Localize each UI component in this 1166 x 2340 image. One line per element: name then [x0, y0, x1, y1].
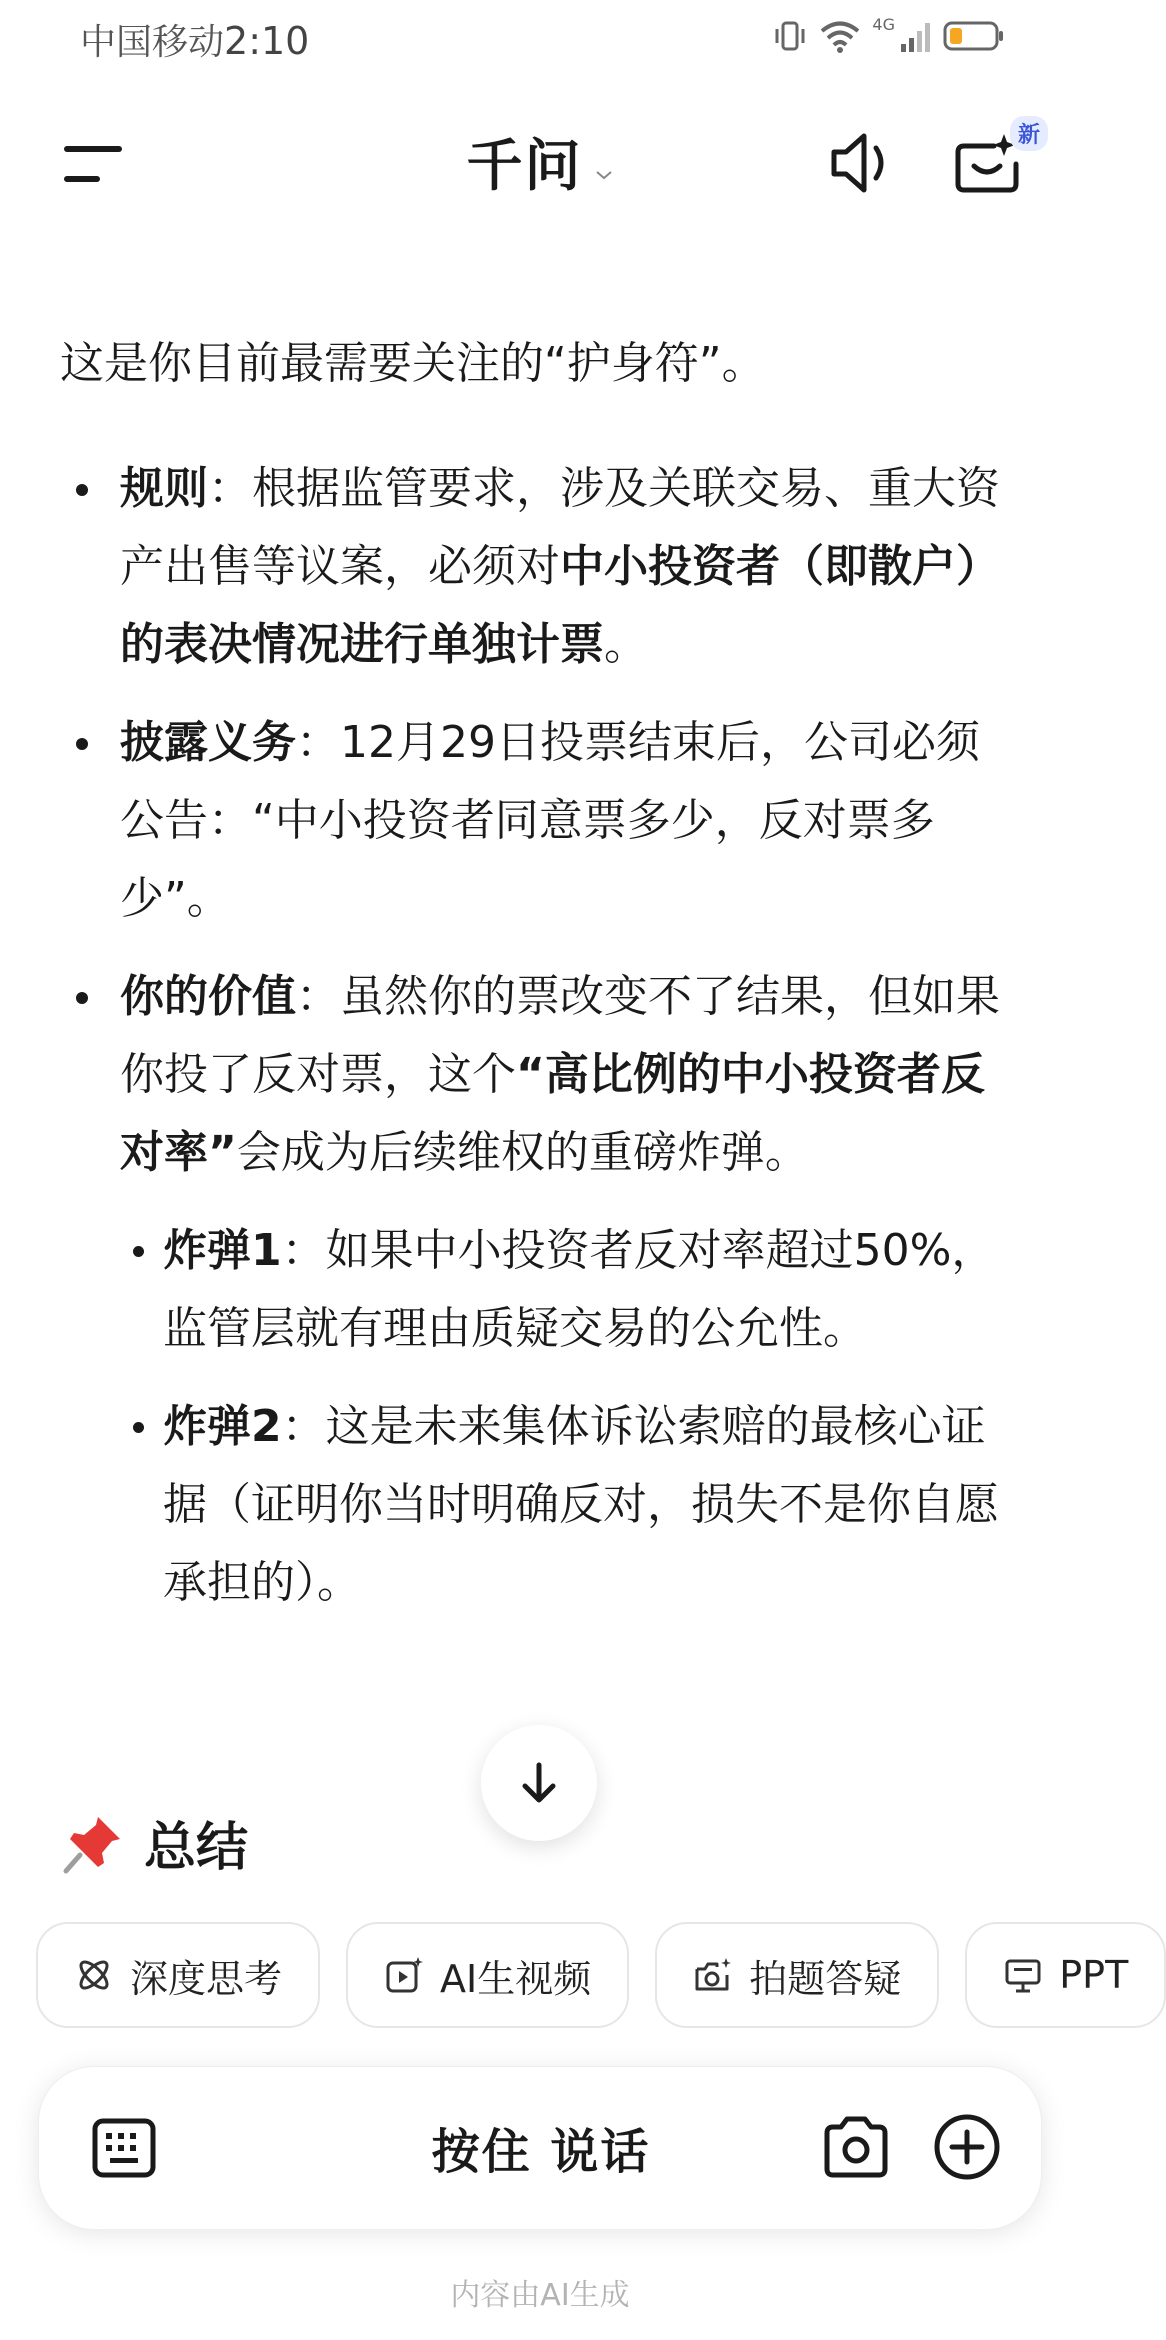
sub-bullet-text: ：这是未来集体诉讼索赔的最核心证据（证明你当时明确反对，损失不是你自愿承担的）。	[163, 1401, 999, 1608]
ai-disclaimer: 内容由AI生成	[450, 2278, 630, 2313]
deep-thinking-chip[interactable]	[36, 1922, 320, 2028]
scroll-down-button[interactable]	[481, 1725, 597, 1841]
camera-spark-icon	[693, 1955, 733, 1995]
list-item	[120, 704, 1020, 938]
ai-video-chip[interactable]	[346, 1922, 629, 2028]
network-type: 4G	[872, 14, 895, 34]
chip-label: PPT	[1059, 1953, 1129, 1997]
pushpin-icon	[62, 1811, 126, 1875]
read-aloud-button[interactable]	[826, 128, 896, 198]
app-header	[0, 80, 1080, 250]
video-spark-icon	[384, 1955, 424, 1995]
chat-content[interactable]	[0, 250, 1080, 1890]
wifi-icon	[818, 18, 862, 54]
vibrate-icon	[772, 18, 808, 54]
speaker-icon	[826, 128, 896, 198]
sub-bullet-title: 炸弹1	[163, 1225, 282, 1276]
photo-question-chip[interactable]	[655, 1922, 939, 2028]
presentation-icon	[1003, 1955, 1043, 1995]
chip-label: AI生视频	[440, 1956, 592, 2001]
status-bar	[0, 0, 1080, 80]
new-badge: 新	[1010, 116, 1048, 151]
atom-icon	[74, 1955, 114, 1995]
quick-actions	[36, 1922, 1136, 2028]
app-title: 千问	[466, 134, 583, 199]
bullet-text: 。	[604, 619, 648, 670]
clock: 2:10	[224, 19, 310, 63]
plus-circle-icon	[931, 2111, 1003, 2183]
intro-text: 这是你目前最需要关注的“护身符”。	[60, 338, 766, 389]
carrier-name: 中国移动	[80, 22, 225, 63]
list-item	[120, 958, 1020, 1192]
sub-bullet-title: 炸弹2	[163, 1401, 282, 1452]
title-selector[interactable]	[0, 122, 1080, 202]
bullet-text: 会成为后续维权的重磅炸弹。	[236, 1127, 809, 1178]
bullet-title: 披露义务	[120, 717, 296, 768]
bullet-title: 你的价值	[120, 971, 296, 1022]
battery-icon	[943, 18, 1005, 54]
camera-icon	[821, 2115, 891, 2179]
ppt-chip[interactable]	[965, 1922, 1166, 2028]
summary-heading	[62, 1805, 248, 1880]
status-carrier-time	[80, 14, 309, 65]
bullet-bold: “高比例的中小投资者反对率”	[120, 1049, 985, 1178]
add-button[interactable]	[931, 2111, 1003, 2183]
camera-button[interactable]	[821, 2115, 891, 2179]
bullet-list	[0, 450, 1080, 1642]
sub-list-item	[163, 1212, 1020, 1368]
new-chat-button[interactable]	[950, 116, 1040, 200]
bullet-title: 规则	[120, 463, 208, 514]
chip-label: 拍题答疑	[749, 1956, 902, 2001]
bullet-bold: 中小投资者（即散户）的表决情况进行单独计票	[120, 541, 1000, 670]
sub-bullet-text: ：如果中小投资者反对率超过50%，监管层就有理由质疑交易的公允性。	[163, 1225, 996, 1354]
input-bar	[38, 2066, 1042, 2230]
sub-list-item	[163, 1388, 1020, 1622]
arrow-down-icon	[515, 1759, 563, 1807]
chevron-down-icon	[594, 165, 614, 185]
list-item	[120, 450, 1020, 684]
bullet-text: ：12月29日投票结束后，公司必须公告：“中小投资者同意票多少，反对票多少”。	[120, 717, 980, 924]
hold-to-talk-button[interactable]: 按住 说话	[431, 2124, 651, 2180]
chip-label: 深度思考	[130, 1956, 283, 2001]
status-icons	[772, 14, 1005, 58]
bullet-text: ：根据监管要求，涉及关联交易、重大资产出售等议案，必须对	[120, 463, 1000, 592]
signal-icon	[899, 18, 933, 54]
summary-title: 总结	[144, 1818, 249, 1878]
bullet-text: ：虽然你的票改变不了结果，但如果你投了反对票，这个	[120, 971, 1000, 1100]
